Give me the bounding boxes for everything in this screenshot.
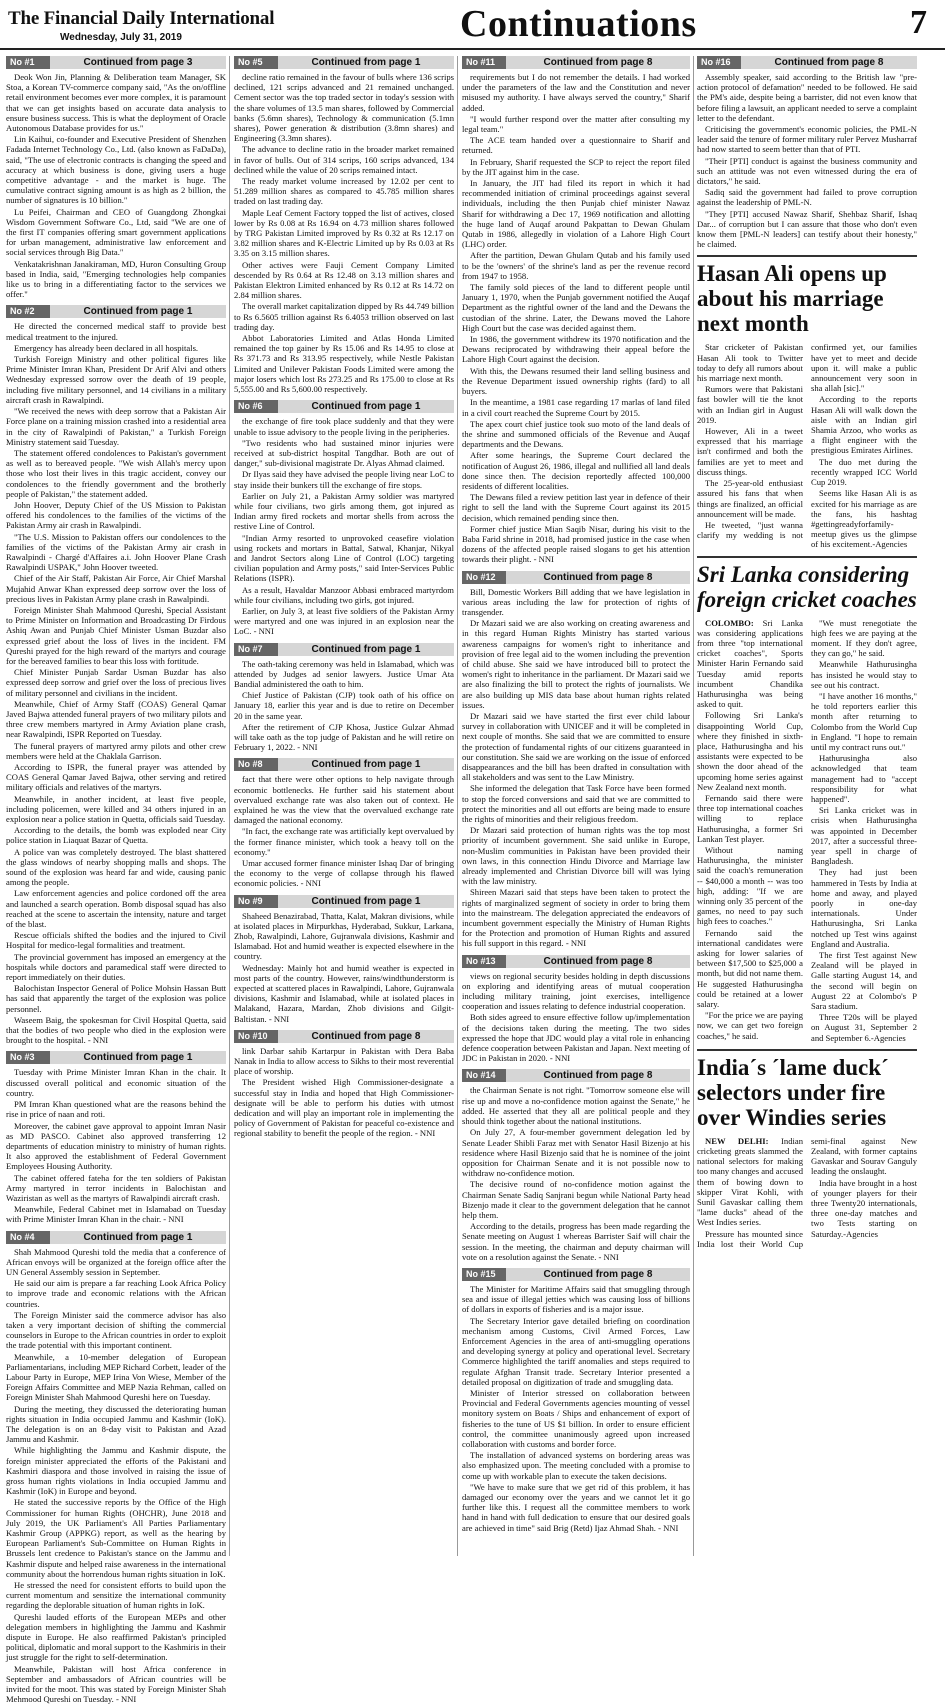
paragraph: Minister of Interior stressed on collaboration between Provincial and Federal Governments agencies mounting of vessel monitory system on Boats / Ships and enhancement of export of fisheries to the tune of US $1 billion. In order to ensure efficient control, the committee unanimously agreed upon increased collaboration with customs and border force.: [462, 1387, 690, 1449]
continued-from-label: [50, 56, 226, 69]
paragraph: The oath-taking ceremony was held in Islamabad, which was attended by Judges ad senior lawyers. Justice Umar Ata Bandial administered the oath to him.: [234, 658, 454, 689]
paragraph: [697, 710, 803, 792]
paragraph-text: He tweeted, "just wanna clarify my wedding is not confirmed yet, our families have yet to meet and decide upon it. will make a public announcement very soon in sha allah [sic].": [697, 342, 917, 541]
continuation-header: [697, 56, 917, 69]
column-3: [462, 56, 690, 1561]
continued-from-label: [278, 758, 454, 771]
continuation-block: [462, 571, 690, 949]
paragraph: After the retirement of CJP Khosa, Justice Gulzar Ahmad will take oath as the top judge of Pakistan and he will retire on February 1, 2022. - NNI: [234, 721, 454, 753]
column-2: [234, 56, 454, 1561]
paragraph: Law enforcement agencies and police cordoned off the area and launched a search operation. Bomb disposal squad has also reached at the scene to ascertain the intensity, nature and target of the blast.: [6, 888, 226, 930]
paragraph: "We have to make sure that we get rid of this problem, it has damaged our economy over the years and we cannot let it go further like this. I request all the committee members to work hand in hand with full dedication to ensure that our desired goals are achieved in time" said Brig (Retd) Ijaz Ahmad Shah. - NNI: [462, 1481, 690, 1533]
item-number: No #3: [6, 1051, 50, 1064]
masthead: [0, 0, 945, 50]
continuation-header: [234, 895, 454, 908]
item-number: No #15: [462, 1268, 506, 1281]
paragraph: Tuesday with Prime Minister Imran Khan in the chair. It discussed overall political and economic situation of the country.: [6, 1067, 226, 1098]
paragraph: In January, the JIT had filed its report in which it had recommended initiation of criminal proceedings against several individuals, including the then Punjab chief minister Nawaz Sharif for withdrawing a Dec 17, 1969 notification and allotting the huge land of Auqaf around Pakpattan to Dewan Ghulam Qutab in 1986, allegedly in violation of a Lahore High Court (LHC) order.: [462, 178, 690, 250]
paragraph: "We received the news with deep sorrow that a Pakistan Air Force plane on a training mission crashed into a residential area in the city of Rawalpindi of Pakistan," a Turkish Foreign Ministry statement said Tuesday.: [6, 406, 226, 447]
block-body: [234, 416, 454, 636]
continued-text: Continued from page: [83, 1231, 185, 1243]
paragraph: Shaheed Benazirabad, Thatta, Kalat, Makran divisions, while at isolated places in Mirpurkhas, Hyderabad, Sukkur, Larkana, Zhob, Rawalpindi, Lahore, Gujranwala divisions, Kashmir and Islamabad. Hot and humid weather is expected elsewhere in the country.: [234, 910, 454, 962]
continuation-block: [462, 955, 690, 1064]
paragraph-text: Following Sri Lanka's disappointing World Cup, where they finished in sixth-place, Hathurusingha and his assistants were expected to be shown the door ahead of the upcoming home series against New Zealand next month.: [697, 710, 803, 792]
paragraph: The statement offered condolences to Pakistan's government as well as to bereaved people. "We wish Allah's mercy upon those who lost their lives in this tragic accident, convey our condolences to the friendly government and the brotherly people of Pakistan," the statement added.: [6, 447, 226, 499]
continued-page: 1: [414, 759, 421, 771]
continuation-block: [234, 758, 454, 888]
continued-page: 8: [877, 57, 884, 68]
paragraph: Chief Justice of Pakistan (CJP) took oath of his office on January 18, earlier this year and is due to retire on December 20 in the same year.: [234, 690, 454, 721]
paragraph: "The U.S. Mission to Pakistan offers our condolences to the families of the victims of the Pakistan Army air crash in Rawalpindi - Chargé d'Affaires a.i. John Hoover Plane Crash Rawalpindi USPAK," John Hoover tweeted.: [6, 531, 226, 573]
continuation-block: [6, 56, 226, 299]
continued-text: Continued from page: [311, 895, 413, 907]
continued-from-label: [506, 1268, 690, 1281]
paragraph: Dr Mazari said protection of human rights was the top most priority of incumbent government. She said unlike in Europe, non-Muslim communities in Pakistan have been provided their own laws, in this connection Hindu Divorce and Marriage law already implemented and Christian Divorce bill will was lying with the law ministry.: [462, 825, 690, 887]
continued-page: 1: [414, 895, 421, 907]
story-body-sri-lanka: [697, 618, 917, 1043]
paragraph: Former chief justice Mian Saqib Nisar, during his visit to the Baba Farid shrine in 2018, had promised justice in the case when dozens of the affected people raised slogans to get his attention towards their plight. - NNI: [462, 523, 690, 565]
paragraph: Umar accused former finance minister Ishaq Dar of bringing the economy to the verge of collapse through his flawed economic policies. - NNI: [234, 858, 454, 889]
paragraph: [811, 659, 917, 690]
paragraph-text: Rumors were that Pakistani fast bowler will tie the knot with an Indian girl in August 2019.: [697, 384, 803, 425]
continued-from-label: [741, 56, 917, 69]
paragraph: During the meeting, they discussed the deteriorating human rights situation in India occupied Jammu and Kashmir (IoK). The delegation is on an 8-day visit to Pakistan and Azad Jammu and Kashmir.: [6, 1403, 226, 1445]
continuation-header: [462, 955, 690, 968]
continuation-header: [234, 400, 454, 413]
continued-page: 1: [414, 57, 421, 68]
paragraph: views on regional security besides holding in depth discussions on exploring and identifying areas of mutual cooperation including military training, joint exercises, intelligence cooperation and issues relating to defence industrial cooperation.: [462, 970, 690, 1012]
continued-text: Continued from page: [543, 57, 645, 68]
paragraph: [697, 845, 803, 927]
item-number: No #6: [234, 400, 278, 413]
column-rule: [693, 56, 694, 1556]
continued-text: Continued from page: [543, 955, 645, 967]
paragraph-text: The duo met during the recently wrapped ICC World Cup 2019.: [811, 456, 917, 488]
continued-page: 8: [646, 1268, 653, 1280]
block-body: [234, 659, 454, 753]
paragraph: The advance to decline ratio in the broader market remained in favor of bulls. Out of 314 scrips, 160 scrips advanced, 134 declined while the value of 20 scrips remained intact.: [234, 144, 454, 175]
paragraph: Balochistan Inspector General of Police Mohsin Hassan Butt has said that apparently the target of the explosion was police personnel.: [6, 983, 226, 1014]
paragraph: The family sold pieces of the land to different people until January 1, 1970, when the Punjab government notified the Auqaf Department as the rightful owner of the land and the Dewans the custodian of the shrine. Later, the Dewans moved the Lahore High Court but the case was decided against them.: [462, 282, 690, 333]
paragraph: [811, 1178, 917, 1239]
paragraph: The overall market capitalization dipped by Rs 44.749 billion to Rs 6.5605 trillion against Rs 6.4053 trillion observed on last trading day.: [234, 301, 454, 332]
paragraph-text: However, Ali in a tweet expressed that his marriage isn't confirmed and both the families are yet to meet and discuss things.: [697, 426, 803, 477]
continuation-header: [234, 758, 454, 771]
paragraph: Foreign Minister Shah Mahmood Qureshi, Special Assistant to Prime Minister on Information and Broadcasting Dr Firdous Ashiq Awan and Punjab Chief Minister Usman Buzdar also expressed grief about the loss of lives in the incident. FM Qureshi prayed for the high reward of the martyrs and courage for the bereaved families to bear this loss with fortitude.: [6, 604, 226, 666]
continued-page: 8: [646, 57, 653, 68]
paragraph-text: "For the price we are paying now, we can get two foreign coaches," he said.: [697, 1010, 803, 1041]
paragraph: Shireen Mazari said that steps have been taken to protect the rights of marginalized segment of society in order to bring them into the mainstream. The delegation appreciated the endeavors of incumbent government especially the Ministry of Human Rights for the Protection and promotion of Human Rights and assured his full support in this regard. - NNI: [462, 887, 690, 949]
continued-page: 8: [414, 1030, 421, 1042]
paragraph: [811, 1012, 917, 1043]
column-rule: [229, 56, 230, 1556]
continuation-block: [234, 56, 454, 394]
paragraph: requirements but I do not remember the details. I had worked under the parameters of the law and the Constitution and never misused my authority. I have always served the country," Sharif added.: [462, 72, 690, 113]
paragraph: Qureshi lauded efforts of the European MEPs and other delegation members in highlighting the Jammu and Kashmir dispute in Europe. He also reaffirmed Pakistan's principled political, diplomatic and moral support to the Kashmiris in their just struggle for the right to self-determination.: [6, 1611, 226, 1663]
continuation-block: [6, 1051, 226, 1224]
continued-text: Continued from page: [311, 57, 413, 68]
paragraph: [697, 384, 803, 425]
continued-page: 1: [414, 643, 421, 655]
paragraph: Chief of the Air Staff, Pakistan Air Force, Air Chief Marshal Mujahid Anwar Khan expressed deep sorrow over the loss of precious lives in Pakistan Army plane crash in Rawalpindi.: [6, 573, 226, 604]
block-body: [462, 1284, 690, 1533]
paragraph: Criticising the government's economic policies, the PML-N leader said the tenure of former military ruler Pervez Musharraf had now started to seem better than that of PTI.: [697, 124, 917, 155]
story-divider: [697, 1049, 917, 1051]
continued-page: 1: [186, 306, 193, 318]
paragraph: According to ISPR, the funeral prayer was attended by COAS General Qamar Javed Bajwa, other serving and retired military officials and relatives of the martyrs.: [6, 762, 226, 793]
paragraph: Turkish Foreign Ministry and other political figures like Prime Minister Imran Khan, President Dr Arif Alvi and others Wednesday expressed sorrow over the death of 19 people, including five military personnel, and 14 civilians in a military aircraft crash in Rawalpindi.: [6, 354, 226, 405]
continuation-header: [234, 643, 454, 656]
paragraph: Both sides agreed to ensure effective follow up/implementation of the decisions taken during the meeting. The two sides expressed the hope that JDC would play a vital role in enhancing defence cooperation between Pakistan and Japan. Next meeting of JDC in Pakistan in 2020. - NNI: [462, 1012, 690, 1064]
paragraph: He stated the successive reports by the Office of the High Commissioner for human Rights (OHCHR), June 2018 and July 2019, the UK Parliament's All Parties Parliamentary Kashmir Group (APPKG) report, as well as the hearing by European Parliament's Sub-Committee on Human Rights in Brussels lent credence to Pakistan's stance on the Jammu and Kashmir dispute and helped raise awareness in the international community about the horrendous human rights situation in IoK.: [6, 1497, 226, 1579]
paragraph-text: Seems like Hasan Ali is as excited for his marriage as are the fans, his hashtag #gettingreadyforfamily-meetup gives us the glimpse of his excitement.-Agencies: [811, 488, 917, 550]
block-body: [234, 72, 454, 394]
story-divider: [697, 255, 917, 257]
paragraph: [697, 478, 803, 519]
continued-page: 1: [186, 1231, 193, 1243]
column-1: [6, 56, 226, 1704]
item-number: No #4: [6, 1231, 50, 1244]
continued-from-label: [50, 1231, 226, 1244]
block-body: [462, 971, 690, 1064]
item-number: No #9: [234, 895, 278, 908]
continued-page: 1: [414, 401, 421, 413]
paragraph: Lin Kaihui, co-founder and Executive President of Shenzhen Fadada Internet Technology Co., Ltd. (also known as FaDaDa), said, "The use of electronic contracts is changing the speed and accuracy at which business is done, giving users a huge competitive advantage - and the market is huge. The cumulative contract signing amount is as high as 2 billion, the number of signatures is 10 billion.": [6, 134, 226, 206]
paragraph-text: Without naming Hathurusingha, the minister said the coach's remuneration -- $40,000 a month -- was too high, adding: "If we are winning only 35 percent of the games, no need to pay such high fees to coaches.": [697, 844, 803, 927]
paragraph: [811, 805, 917, 866]
paragraph: [811, 488, 917, 549]
continued-from-label: [50, 305, 226, 318]
paragraph: Maple Leaf Cement Factory topped the list of actives, closed lower by Rs 0.08 at Rs 16.94 on 4.73 million shares followed by TRG Pakistan Limited improved by Rs 0.32 at Rs 12.17 on 3.82 million shares and K-Electric Limited up by Rs 0.03 at Rs 3.35 on 3.15 million shares.: [234, 207, 454, 259]
continued-text: Continued from page: [543, 1268, 645, 1280]
paragraph: A police van was completely destroyed. The blast shattered the glass windows of nearby shopping malls and shops. The sound of the explosion was heard far and wide, causing panic among the people.: [6, 846, 226, 888]
block-body: [234, 911, 454, 1024]
paragraph: Dr Mazari said we have started the first ever child labour survey in collaboration with UNICEF and it will be completed in next couple of months. She said that we are committed to ensure the protection of fundamental rights of our citizens guaranteed in our constitution. She said we are working on the issue of enforced disappearances and the bill has been drafted in consultation with all stakeholders and was sent to the Law Ministry.: [462, 710, 690, 783]
paragraph: "Two residents who had sustained minor injuries were received at sub-district hospital Tangdhar. Both are out of danger," sub-divisional magistrate Dr. Alyas Ahmad claimed.: [234, 437, 454, 469]
paragraph: In 1986, the government withdrew its 1970 notification and the Dewans reciprocated by withdrawing their appeal before the Lahore High Court against the decision.: [462, 334, 690, 365]
paragraph: Waseem Baig, the spokesman for Civil Hospital Quetta, said that the bodies of two people who died in the explosion were brought to the hospital. - NNI: [6, 1014, 226, 1046]
paragraph: The ready market volume increased by 12.02 per cent to 51.289 million shares as compared to 45.785 million shares traded on last trading day.: [234, 176, 454, 207]
continued-page: 3: [186, 57, 193, 68]
paragraph: [697, 1136, 803, 1228]
item-number: No #12: [462, 571, 506, 584]
continued-text: Continued from page: [311, 759, 413, 771]
continuation-header: [462, 1268, 690, 1281]
continued-from-label: [278, 643, 454, 656]
continuation-block: [697, 56, 917, 249]
paragraph: [697, 426, 803, 477]
continuation-block: [462, 56, 690, 565]
block-body: [462, 587, 690, 949]
paragraph: The apex court chief justice took suo moto of the land deals of the shrine and summoned officials of the Revenue and Auqaf departments and the Dewans.: [462, 418, 690, 450]
paragraph: "They [PTI] accused Nawaz Sharif, Shehbaz Sharif, Ishaq Dar... of corruption but I can assure that those who don't even know them [PML-N leaders] can testify about their honesty," he claimed.: [697, 208, 917, 250]
paragraph: link Darbar sahib Kartarpur in Pakistan with Dera Baba Nanak in India to allow access to Sikhs to their most reverential place of worship.: [234, 1045, 454, 1077]
paragraph: Meanwhile, Chief of Army Staff (COAS) General Qamar Javed Bajwa attended funeral prayers of two military pilots and three crew members martyred in Army Aviation plane crash, near Rawalpindi, ISPR Reported on Tuesday.: [6, 698, 226, 740]
continued-from-label: [278, 895, 454, 908]
paragraph: Deok Won Jin, Planning & Deliberation team Manager, SK Stoa, a Korean TV-commerce company said, "As the on/offline retail environment becomes ever more complex, it is paramount that we can get insights based on accurate data analysis to ensure business success. This is what the deployment of Oracle Autonomous Database provides for us.": [6, 72, 226, 134]
paragraph: Shah Mahmood Qureshi told the media that a conference of African envoys will be organized at the foreign office after the UN General Assembly session in September.: [6, 1246, 226, 1277]
continued-page: 8: [646, 955, 653, 967]
newspaper-name: The Financial Daily International: [8, 8, 275, 29]
paragraph: [811, 394, 917, 455]
continuation-header: [6, 1051, 226, 1064]
paragraph: He stressed the need for consistent efforts to build upon the current momentum and sensitize the international community regarding the deplorable situation of human rights in IoK.: [6, 1580, 226, 1611]
paragraph-text: Sri Lanka cricket was in crisis when Hathurusingha was appointed in December 2017, after a successful three-year spell in charge of Bangladesh.: [811, 805, 917, 867]
paragraph: [811, 691, 917, 752]
paragraph: [811, 618, 917, 659]
paragraph: The ACE team handed over a questionnaire to Sharif and returned.: [462, 135, 690, 156]
continued-page: 8: [646, 1070, 653, 1082]
continued-from-label: [506, 1069, 690, 1082]
paragraph: Meanwhile, a 10-member delegation of European Parliamentarians, including MEP Richard Corbett, leader of the Labour Party in Europe, MEP Irina Von Wiese, Member of the Foreign Affairs Committee and MEP Nazia Rehman, called on Foreign Minister Shah Mahmood Qureshi here on Tuesday.: [6, 1351, 226, 1403]
paragraph: As a result, Havaldar Manzoor Abbasi embraced martyrdom while four civilians, including two girls, got injured.: [234, 584, 454, 605]
paragraph: decline ratio remained in the favour of bulls where 136 scrips declined, 121 scrips advanced and 21 remained unchanged. Cement sector was the top traded sector in today's session with the share volumes of 13.5 man shares, followed by Commercial banks (5.6mn shares), Technology & communication (5.1mn shares), Power generation & distribution (3.8mn shares) and Engineering (3.3mn shares).: [234, 72, 454, 144]
story-headline-india: India´s ´lame duck´ selectors under fire over Windies series: [697, 1054, 889, 1130]
continued-text: Continued from page: [83, 57, 185, 68]
continued-text: Continued from page: [311, 1030, 413, 1042]
item-number: No #11: [462, 56, 506, 69]
paragraph: Rescue officials shifted the bodies and the injured to Civil Hospital for medico-legal formalities and treatment.: [6, 930, 226, 951]
page-number: 7: [910, 4, 927, 41]
block-body: [6, 321, 226, 1045]
continued-from-label: [278, 400, 454, 413]
column-rule: [457, 56, 458, 1556]
story-divider: [697, 556, 917, 558]
item-number: No #2: [6, 305, 50, 318]
paragraph: [811, 867, 917, 949]
paragraph: [811, 950, 917, 1011]
continuation-header: [462, 571, 690, 584]
continued-text: Continued from page: [543, 571, 645, 583]
story-headline-hasan-ali: Hasan Ali opens up about his marriage next month: [697, 261, 887, 337]
paragraph: [697, 928, 803, 1010]
block-body: [6, 72, 226, 299]
continuation-header: [6, 1231, 226, 1244]
section-title: Continuations: [460, 3, 697, 45]
paragraph: In the meantime, a 1981 case regarding 17 marlas of land filed in a civil court reached the Supreme Court by 2015.: [462, 397, 690, 418]
continuation-header: [234, 56, 454, 69]
paragraph: Meanwhile, Federal Cabinet met in Islamabad on Tuesday with Prime Minister Imran Khan in the chair. - NNI: [6, 1204, 226, 1225]
paragraph: [697, 618, 803, 710]
paragraph: "Indian Army resorted to unprovoked ceasefire violation using rockets and mortars in Battal, Satwal, Khanjar, Nikyal and Jandrot Sectors along Line of Control (LOC) targeting civilian population and Army posts," said Inter-Services Public Relations (ISPR).: [234, 532, 454, 584]
paragraph: Lu Peifei, Chairman and CEO of Guangdong Zhongkai Wisdom Government Software Co., Ltd, said "We are one of the first IT companies offering smart government applications for urban management, administrative law enforcement and social services through Big Data.": [6, 206, 226, 258]
paragraph: The funeral prayers of martyred army pilots and other crew members were held at the Chaklala Garrison.: [6, 740, 226, 761]
continuation-block: [6, 305, 226, 1045]
dateline: COLOMBO:: [705, 617, 754, 628]
paragraph-text: Pressure has mounted since India lost their World Cup semi-final against New Zealand, with former captains Gavaskar and Sourav Ganguly leading the onslaught.: [697, 1135, 917, 1249]
paragraph: the Chairman Senate is not right. "Tomorrow someone else will rise up and move a no-confidence motion against the Senate," he added. He asserted that they all are political people and they should think together about the national institutions.: [462, 1085, 690, 1127]
item-number: No #13: [462, 955, 506, 968]
dateline: NEW DELHI:: [705, 1135, 769, 1146]
paragraph: Abbot Laboratories Limited and Atlas Honda Limited remained the top gainer by Rs 15.06 and Rs 14.95 to close at Rs 371.73 and Rs 313.95 respectively, while Nestle Pakistan Limited and Unilever Pakistan Foods Limited were among the major losers which lost Rs 273.25 and Rs 175.00 to close at Rs 5,555.00 and Rs 5,600.00 respectively.: [234, 333, 454, 395]
continued-from-label: [506, 955, 690, 968]
block-body: [462, 1085, 690, 1261]
paragraph: The installation of advanced systems on bordering areas was also emphasized upon. The meeting concluded with a promise to come up with workable plan to execute the taken decisions.: [462, 1450, 690, 1481]
continuation-header: [6, 56, 226, 69]
paragraph: "In fact, the exchange rate was artificially kept overvalued by the former finance minister, which took a heavy toll on the economy.": [234, 826, 454, 857]
paragraph: PM Imran Khan questioned what are the reasons behind the rise in price of naan and roti.: [6, 1099, 226, 1120]
continued-from-label: [50, 1051, 226, 1064]
continued-text: Continued from page: [774, 57, 876, 68]
paragraph: The Foreign Minister said the commerce advisor has also taken a very important decision of shifting the commercial counselors in Europe to the African countries in order to exploit the trade potential with this important continent.: [6, 1309, 226, 1351]
paragraph: The Secretary Interior gave detailed briefing on coordination mechanism among Customs, Civil Armed Forces, Law Enforcement Agencies in the area of anti-smuggling operations and developing synergy at policy and operational level. Secretary Commerce highlighted the tariff anomalies and steps required to regulate Afghan Transit trade. Secretary Interior presented a detailed proposal on digitization of trade and smuggling data.: [462, 1315, 690, 1387]
block-body: [6, 1247, 226, 1704]
block-body: [234, 1046, 454, 1139]
continued-text: Continued from page: [543, 1070, 645, 1082]
continuation-block: [462, 1268, 690, 1533]
paragraph: "Their [PTI] conduct is against the business community and such an attitude was not even witnessed during the era of dictators," he said.: [697, 155, 917, 187]
paragraph: Emergency has already been declared in all hospitals.: [14, 342, 199, 353]
paragraph: After some hearings, the Supreme Court declared the notification of August 26, 1986, illegal and nullified all land deals done since then. The decision reportedly affected 100,000 residents of different localities.: [462, 450, 690, 491]
block-body: [462, 72, 690, 565]
paragraph: Earlier, on July 3, at least five soldiers of the Pakistan Army were martyred and one was injured in an explosion near the LoC. - NNI: [234, 605, 454, 637]
paragraph: The Minister for Maritime Affairs said that smuggling through sea and issue of illegal jetties which was causing loss of billions of dollars in exports of fisheries and is a major issue.: [462, 1283, 690, 1315]
paragraph-text: India have brought in a host of younger players for their three Twenty20 internationals, three one-day matches and two Tests starting on Saturday.-Agencies: [811, 1177, 917, 1239]
paragraph-text: The 25-year-old enthusiast assured his fans that when things are finalized, an official announcement will be made.: [697, 478, 803, 519]
paragraph: John Hoover, Deputy Chief of the US Mission to Pakistan offered his condolences to the families of the victims of the Pakistan Army air crash in Rawalpindi.: [6, 499, 226, 531]
continuation-header: [234, 1030, 454, 1043]
continuation-header: [462, 1069, 690, 1082]
paragraph: Meanwhile, in another incident, at least five people, including policemen, were killed and 34 others injured in an explosion near a police station in Quetta, officials said Tuesday.: [6, 793, 226, 825]
paragraph: The decisive round of no-confidence motion against the Chairman Senate Sadiq Sanjrani begun while National Party head Bizenjo made it clear to the government delegation that he cannot help them.: [462, 1179, 690, 1220]
item-number: No #16: [697, 56, 741, 69]
continued-from-label: [506, 571, 690, 584]
paragraph: Dr Ilyas said they have advised the people living near LoC to stay inside their bunkers till the exchange of fire stops.: [234, 469, 454, 490]
paragraph: He said our aim is prepare a far reaching Look Africa Policy to improve trade and economic relations with the African countries.: [6, 1278, 226, 1309]
column-4: [697, 56, 917, 1561]
paragraph-text: Three T20s will be played on August 31, September 2 and September 6.-Agencies: [811, 1012, 917, 1043]
continuation-header: [6, 305, 226, 318]
paragraph: Meanwhile, Pakistan will host Africa conference in September and ambassadors of African countries will be invited for the moot. This was stated by Foreign Minister Shah Mehmood Qureshi on Tuesday. - NNI: [6, 1663, 226, 1704]
story-headline-sri-lanka: Sri Lanka considering foreign cricket coaches: [697, 561, 917, 612]
paragraph: fact that there were other options to help navigate through economic bottlenecks. He further said his statement about overvalued exchange rate was also taken out of context. He explained he was the view that the overvalued exchange rate damaged the national economy.: [234, 774, 454, 826]
continuation-block: [462, 1069, 690, 1261]
paragraph: On July 27, A four-member government delegation led by Senate Leader Shibli Faraz met with Senator Hasil Bizenjo at his residence where Hasil Bizenjo said that he is nominee of the joint opposition for Chairman Senate and it is not possible now to withdraw no-confidence motion.: [462, 1127, 690, 1179]
paragraph: According to the details, progress has been made regarding the Senate meeting on August 1 whereas Barrister Saif will chair the session. In the meeting, the chairman and deputy chairman will vote on a resolution against the Senate. - NNI: [462, 1221, 690, 1262]
paragraph: Moreover, the cabinet gave approval to appoint Imran Nasir as MD PASCO. Cabinet also approved transferring 12 departments of education ministry to ministry of human rights. It also approved the establishment of Federal Government Employees Housing Authority.: [6, 1120, 226, 1172]
paragraph-text: Star cricketer of Pakistan Hasan Ali took to Twitter today to defy all rumors about his marriage next month.: [697, 342, 803, 384]
paragraph: Venkatakrishnan Janakiraman, MD, Huron Consulting Group based in India, said, "Emerging technologies help companies like us to bring in a differentiating factor to the services we offer.": [6, 258, 226, 300]
continued-text: Continued from page: [83, 1052, 185, 1064]
continued-text: Continued from page: [83, 306, 185, 318]
paragraph: The President wished High Commissioner-designate a successful stay in India and hoped that High Commissioner-designate will be able to perform his duties with utmost dedication and will play an important role in implementing the policy of Government of Pakistan for peaceful co-existence and regional stability to benefit the people of the region. - NNI: [234, 1077, 454, 1139]
paragraph: Other actives were Fauji Cement Company Limited descended by Rs 0.64 at Rs 12.48 on 3.13 million shares and Pakistan Elektron Limited enhanced by Rs 0.12 at Rs 14.72 on 2.84 million shares.: [234, 259, 454, 301]
paragraph: [697, 793, 803, 844]
continuation-block: [234, 643, 454, 753]
continuation-block: [6, 1231, 226, 1704]
item-number: No #14: [462, 1069, 506, 1082]
continued-text: Continued from page: [311, 643, 413, 655]
paragraph-text: "We must renegotiate the high fees we are paying at the moment. If they don't agree, they can go," he said.: [811, 617, 917, 659]
paragraph: According to the details, the bomb was exploded near City police station in Liaquat Bazar of Quetta.: [6, 825, 226, 846]
paragraph-text: Indian cricketing greats slammed the national selectors for making too many changes and accused them of bowing down to skipper Virat Kohli, with Sunil Gavaskar calling them "lame ducks" ahead of the West Indies series.: [697, 1135, 803, 1228]
issue-date: Wednesday, July 31, 2019: [60, 32, 182, 43]
paragraph: The cabinet offered fateha for the ten soldiers of Pakistan Army martyred in terror incidents in Balochistan and Waziristan as well as the martyrs of Rawalpindi aircraft crash.: [6, 1172, 226, 1203]
paragraph-text: Fernando said there were three top international coaches willing to replace Hathurusingha, a former Sri Lankan Test player.: [697, 792, 803, 844]
block-body: [234, 774, 454, 888]
paragraph: [697, 1010, 803, 1041]
item-number: No #5: [234, 56, 278, 69]
paragraph: Earlier on July 21, a Pakistan Army soldier was martyred while four civilians, two girls among them, got injured as Indian army fired rockets and mortar shells from across the restive Line of Control.: [234, 490, 454, 532]
paragraph: Wednesday: Mainly hot and humid weather is expected in most parts of the country. However, rains/windthunderstorm is expected at scattered places in Rawalpindi, Lahore, Gujranwala divisions, Kashmir and Islamabad, while at isolated places in Malakand, Hazara, Mardan, Zhob divisions and Gilgit-Baltistan. - NNI: [234, 962, 454, 1024]
paragraph-text: Hathurusingha also acknowledged that team management had to "accept responsibility for what happened".: [811, 753, 917, 804]
paragraph: Assembly speaker, said according to the British law "pre-action protocol of defamation" needed to be followed. He said the PM's aide, despite being a barrister, did not even know that before filing a lawsuit, an applicant needed to serve a complaint letter to the defendant.: [697, 72, 917, 123]
paragraph: In February, Sharif requested the SCP to reject the report filed by the JIT against him in the case.: [462, 156, 690, 177]
continued-page: 8: [646, 571, 653, 583]
paragraph-text: "I have another 16 months," he told reporters earlier this month after returning to Colombo from the World Cup in England. "I hope to remain until my contract runs out.": [811, 690, 917, 752]
continuation-block: [234, 895, 454, 1024]
paragraph: With this, the Dewans resumed their land selling business and the Revenue Department issued ownership rights (fard) to all buyers.: [462, 365, 690, 397]
continued-text: Continued from page: [311, 401, 413, 413]
paragraph-text: Meanwhile Hathurusingha has insisted he would stay to see out his contract.: [811, 659, 917, 690]
paragraph: The provincial government has imposed an emergency at the hospitals while doctors and paramedical staff were directed to report immediately on their duties.: [6, 951, 226, 983]
paragraph: the exchange of fire took place suddenly and that they were unable to issue advisory to the people living in the peripheries.: [234, 416, 454, 437]
paragraph: While highlighting the Jammu and Kashmir dispute, the foreign minister appreciated the efforts of the Pakistani and Kashmiri diaspora and those involved in raising the issue of gross human rights violations in India occupied Jammu and Kashmir (IoK) in Europe and beyond.: [6, 1445, 226, 1497]
item-number: No #1: [6, 56, 50, 69]
story-body-hasan-ali: [697, 342, 917, 549]
item-number: No #8: [234, 758, 278, 771]
story-body-india: [697, 1136, 917, 1249]
paragraph: Dr Mazari said we are also working on creating awareness and in this regard Human Rights Ministry has started various awareness campaigns for women's right to inheritance and provision of free legal aid to the women including the prevention of child abuse. She said we have introduced bill to protect the women's right to inheritance in the parliament. Dr Mazari said we are also finalizing the bill to protect the rights of journalists. We are also building up MIS data base about human rights related issues.: [462, 618, 690, 710]
block-body: [697, 72, 917, 249]
paragraph: Sadiq said the government had failed to prove corruption against the leadership of PML-N.: [697, 187, 917, 208]
continued-page: 1: [186, 1052, 193, 1064]
item-number: No #10: [234, 1030, 278, 1043]
paragraph: "I would further respond over the matter after consulting my legal team.": [462, 113, 690, 135]
paragraph: After the partition, Dewan Ghulam Qutab and his family used to be the 'owners' of the shrine's land as per the revenue record from 1947 to 1958.: [462, 250, 690, 281]
item-number: No #7: [234, 643, 278, 656]
paragraph-text: Sri Lanka was considering applications from three "top international cricket coaches", Sports Minister Harin Fernando said Tuesday amid reports incumbent Chandika Hathurusingha was being asked to quit.: [697, 617, 803, 710]
paragraph: [697, 342, 803, 383]
continuation-block: [234, 1030, 454, 1139]
paragraph: [811, 753, 917, 804]
continued-from-label: [278, 1030, 454, 1043]
paragraph: Chief Minister Punjab Sardar Usman Buzdar has also expressed deep sorrow and grief over the loss of precious lives of military personnel and civilians in the incident.: [6, 667, 226, 698]
continued-from-label: [506, 56, 690, 69]
paragraph: Bill, Domestic Workers Bill adding that we have legislation in various areas including the law for protection of rights of transgender.: [462, 586, 690, 617]
paragraph: She informed the delegation that Task Force have been formed to stop the forced conversions and said that we are committed to protect the minorities and all out efforts are being made to ensure the rights of minorities and their religious freedom.: [462, 783, 690, 825]
paragraph-text: The first Test against New Zealand will be played in Galle starting August 14, and the second will begin on August 22 at Colombo's P Sara stadium.: [811, 950, 917, 1012]
continuation-header: [462, 56, 690, 69]
paragraph: [811, 457, 917, 488]
block-body: [6, 1067, 226, 1224]
paragraph-text: Fernando said the international candidates were asking for lower salaries of between $17,500 to $25,000 a month, but did not name them. He suggested Hathurusingha could be retained at a lower salary.: [697, 927, 803, 1010]
paragraph-text: They had just been hammered in Tests by India at home and away, and played poorly in one-day internationals. Under Hathurusingha, Sri Lanka notched up Test wins against England and Australia.: [811, 867, 917, 949]
continuation-block: [234, 400, 454, 636]
paragraph: He directed the concerned medical staff to provide best medical treatment to the injured.: [6, 321, 226, 342]
continued-from-label: [278, 56, 454, 69]
paragraph: The Dewans filed a review petition last year in defence of their right to sell the land with the Supreme Court against its 2015 decision, which remained pending since then.: [462, 492, 690, 523]
paragraph-text: According to the reports Hasan Ali will walk down the aisle with an Indian girl Shamia Arzoo, who works as a flight engineer with the prestigious Emirates Airlines.: [811, 394, 917, 456]
